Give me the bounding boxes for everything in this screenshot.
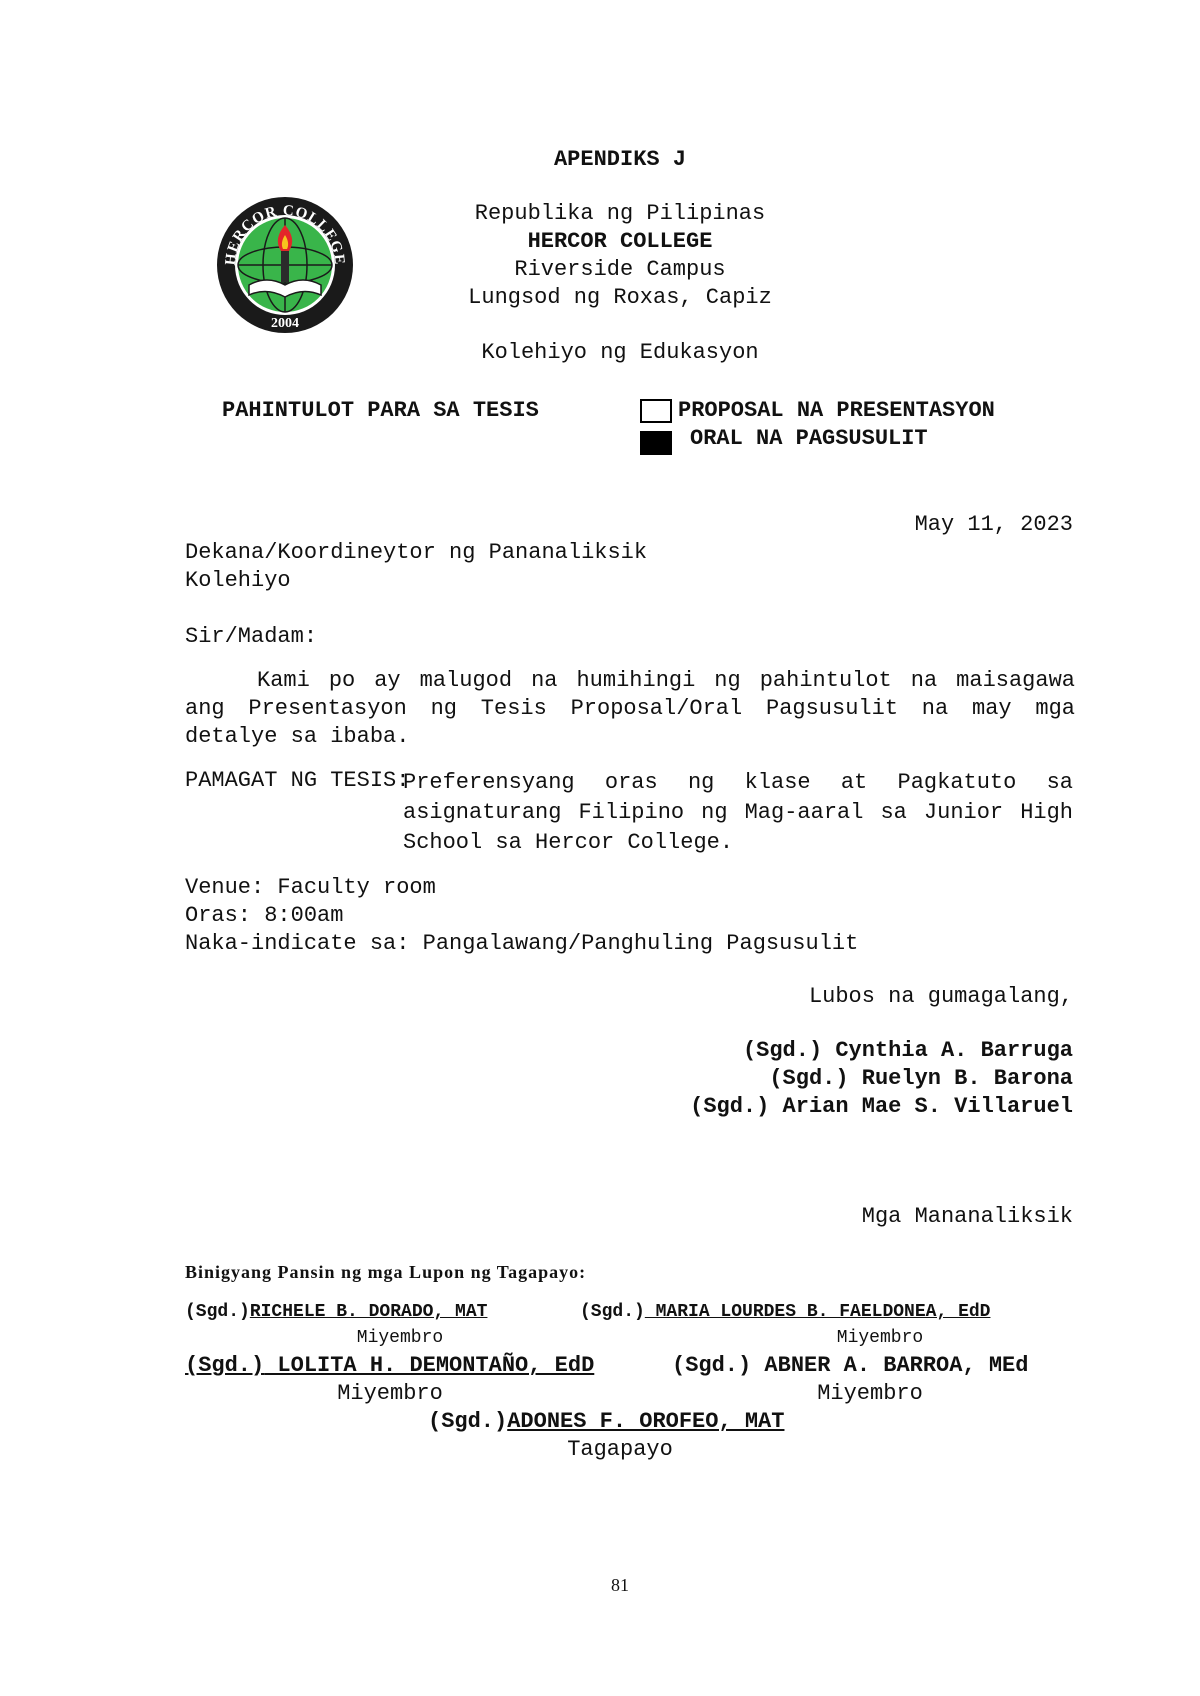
- panel-member-1: [185, 1302, 487, 1322]
- oral-checkbox[interactable]: [640, 431, 672, 455]
- member-name: LOLITA H. DEMONTAÑO, EdD: [264, 1353, 595, 1378]
- seal-name: HERCOR COLLEGE: [222, 202, 348, 267]
- researcher-signature: (Sgd.) Cynthia A. Barruga: [742, 1038, 1073, 1063]
- adviser-name: ADONES F. OROFEO, MAT: [507, 1409, 785, 1434]
- seal-year: 2004: [271, 316, 299, 331]
- member-name: RICHELE B. DORADO, MAT: [249, 1302, 488, 1322]
- panel-member-4: [672, 1353, 1028, 1378]
- researchers-label: Mga Mananaliksik: [861, 1204, 1073, 1229]
- department-line: Kolehiyo ng Edukasyon: [481, 340, 759, 365]
- proposal-checkbox[interactable]: [640, 399, 672, 423]
- researcher-signature: (Sgd.) Ruelyn B. Barona: [769, 1066, 1073, 1091]
- thesis-title: Preferensyang oras ng klase at Pagkatuto sa asignaturang Filipino ng Mag-aaral sa Junior High School sa Hercor College.: [403, 770, 1073, 855]
- sgd-mark: (Sgd.): [185, 1302, 250, 1322]
- indicated-line: Naka-indicate sa: Pangalawang/Panghuling Pagsusulit: [185, 931, 859, 956]
- member-name: ABNER A. BARROA, MEd: [751, 1353, 1029, 1378]
- recipient-line1: Dekana/Koordineytor ng Pananaliksik: [185, 540, 648, 565]
- city-line: Lungsod ng Roxas, Capiz: [468, 285, 772, 310]
- sgd-mark: (Sgd.): [580, 1302, 645, 1322]
- body-paragraph: Kami po ay malugod na humihingi ng pahintulot na maisagawa ang Presentasyon ng Tesis Proposal/Oral Pagsusulit na may mga detalye sa ibaba.: [185, 668, 1075, 749]
- member-role: Miyembro: [356, 1328, 444, 1348]
- member-name: MARIA LOURDES B. FAELDONEA, EdD: [644, 1302, 991, 1322]
- thesis-title-wrap: [403, 768, 1073, 858]
- researcher-signature: (Sgd.) Arian Mae S. Villaruel: [690, 1094, 1073, 1119]
- thesis-label: PAMAGAT NG TESIS:: [185, 768, 410, 793]
- permit-label: PAHINTULOT PARA SA TESIS: [222, 398, 539, 423]
- panel-row-2: [185, 1353, 1073, 1378]
- appendix-title: APENDIKS J: [553, 147, 687, 172]
- oral-option-label: ORAL NA PAGSUSULIT: [690, 426, 928, 451]
- proposal-option-label: PROPOSAL NA PRESENTASYON: [678, 398, 995, 423]
- recipient-line2: Kolehiyo: [185, 568, 291, 593]
- salutation: Sir/Madam:: [185, 624, 318, 649]
- adviser-signature: [428, 1409, 784, 1434]
- member-role: Miyembro: [836, 1328, 924, 1348]
- time-line: Oras: 8:00am: [185, 903, 344, 928]
- campus-line: Riverside Campus: [514, 257, 726, 282]
- adviser-role: Tagapayo: [567, 1437, 673, 1462]
- sgd-mark: (Sgd.): [185, 1353, 265, 1378]
- sgd-mark: (Sgd.): [672, 1353, 752, 1378]
- panel-label: Binigyang Pansin ng mga Lupon ng Tagapayo:: [185, 1262, 587, 1282]
- member-role: Miyembro: [817, 1381, 923, 1406]
- republic-line: Republika ng Pilipinas: [474, 201, 766, 226]
- page-number: 81: [611, 1575, 629, 1595]
- panel-member-2: [580, 1302, 990, 1322]
- sgd-mark: (Sgd.): [428, 1409, 508, 1434]
- closing-line: Lubos na gumagalang,: [808, 984, 1073, 1009]
- college-name: HERCOR COLLEGE: [527, 229, 713, 254]
- member-role: Miyembro: [337, 1381, 443, 1406]
- letter-date: May 11, 2023: [914, 512, 1073, 537]
- venue-line: Venue: Faculty room: [185, 875, 436, 900]
